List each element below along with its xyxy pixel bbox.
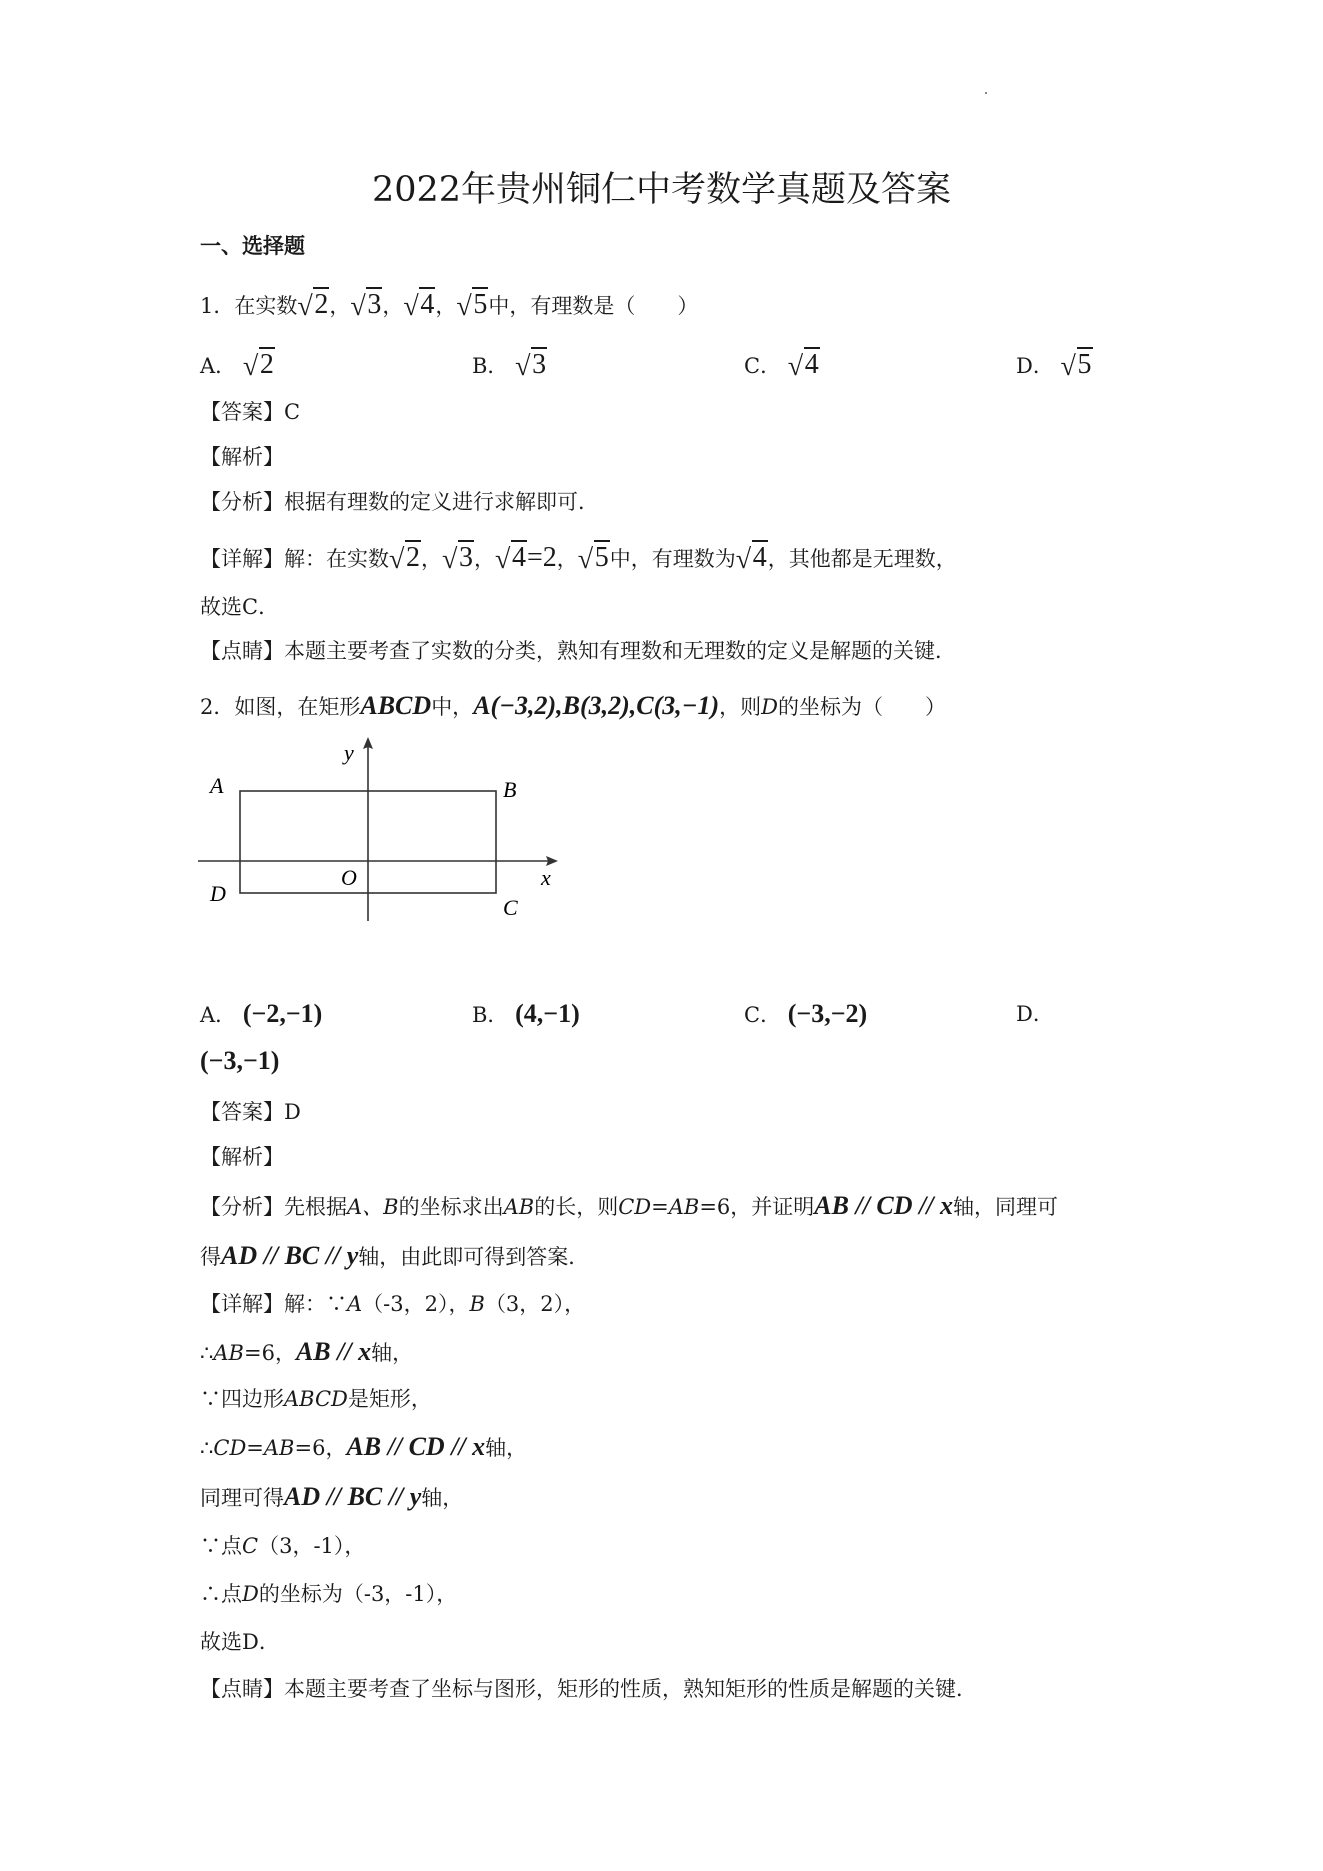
page-title: 2022年贵州铜仁中考数学真题及答案 <box>371 170 952 210</box>
q1-option-b: B． √ 3 <box>472 349 547 382</box>
q2-jiexi: 【解析】 <box>200 1145 284 1169</box>
scan-speck <box>985 92 987 94</box>
q1-option-a: A． √ 2 <box>200 349 274 382</box>
q2-detail-5: 同理可得AD // BC // y轴， <box>200 1482 464 1511</box>
sqrt-2: √ 2 <box>297 289 329 322</box>
q2-detail-2: ∴AB=6，AB // x轴， <box>200 1337 414 1366</box>
q2-dianjing: 【点睛】本题主要考查了坐标与图形，矩形的性质，熟知矩形的性质是解题的关键． <box>200 1677 977 1701</box>
q2-conclude: 故选D． <box>200 1630 280 1654</box>
q2-stem: 2．如图，在矩形ABCD中，A(−3,2),B(3,2),C(3,−1)，则D的坐标为（ ） <box>200 691 947 720</box>
q1-stem: 1．在实数 √ 2， √ 3， √ 4， √ 5中，有理数是（ ） <box>200 289 699 322</box>
sqrt-5: √ 5 <box>456 289 488 322</box>
q2-detail-7: ∴点D的坐标为（-3，-1）， <box>200 1582 458 1606</box>
label-x: x <box>541 865 551 890</box>
q1-answer: 【答案】C <box>200 400 301 424</box>
q2-detail-4: ∴CD=AB=6，AB // CD // x轴， <box>200 1432 528 1461</box>
q2-option-a: A． (−2,−1) <box>200 999 323 1028</box>
q1-detail: 【详解】解：在实数 √ 2， √ 3， √ 4=2， √ 5中，有理数为 √ 4，其他都是无理数， <box>200 542 957 575</box>
q2-fenxi-line1: 【分析】先根据A、B的坐标求出AB的长，则CD=AB=6，并证明AB // CD // x轴，同理可 <box>200 1191 1058 1220</box>
q2-detail-6: ∵点C（3，-1）， <box>200 1534 366 1558</box>
label-y: y <box>344 740 354 765</box>
q2-coordinate-figure <box>198 735 568 935</box>
q1-option-d: D． √ 5 <box>1016 349 1092 382</box>
label-a: A <box>210 773 224 798</box>
q2-detail-1: 【详解】解：∵A（-3，2），B（3，2）， <box>200 1292 586 1316</box>
label-b: B <box>503 777 517 802</box>
q2-option-d-value: (−3,−1) <box>200 1046 280 1075</box>
sqrt-4: √ 4 <box>403 289 435 322</box>
q1-conclude: 故选C． <box>200 595 280 619</box>
q2-option-c: C． (−3,−2) <box>744 999 868 1028</box>
label-o: O <box>341 865 357 890</box>
label-c: C <box>503 895 518 920</box>
sqrt-3: √ 3 <box>350 289 382 322</box>
q2-fenxi-line2: 得AD // BC // y轴，由此即可得到答案． <box>200 1241 590 1270</box>
q2-option-d-label: D． <box>1016 1002 1054 1026</box>
q1-dianjing: 【点睛】本题主要考查了实数的分类，熟知有理数和无理数的定义是解题的关键． <box>200 639 956 663</box>
q1-option-c: C． √ 4 <box>744 349 819 382</box>
section-heading: 一、选择题 <box>200 233 305 258</box>
q1-fenxi: 【分析】根据有理数的定义进行求解即可． <box>200 490 599 514</box>
q2-answer: 【答案】D <box>200 1100 301 1124</box>
q2-detail-3: ∵四边形ABCD是矩形， <box>200 1387 432 1411</box>
label-d: D <box>210 881 226 906</box>
q2-option-b: B． (4,−1) <box>472 999 580 1028</box>
q1-jiexi: 【解析】 <box>200 445 284 469</box>
